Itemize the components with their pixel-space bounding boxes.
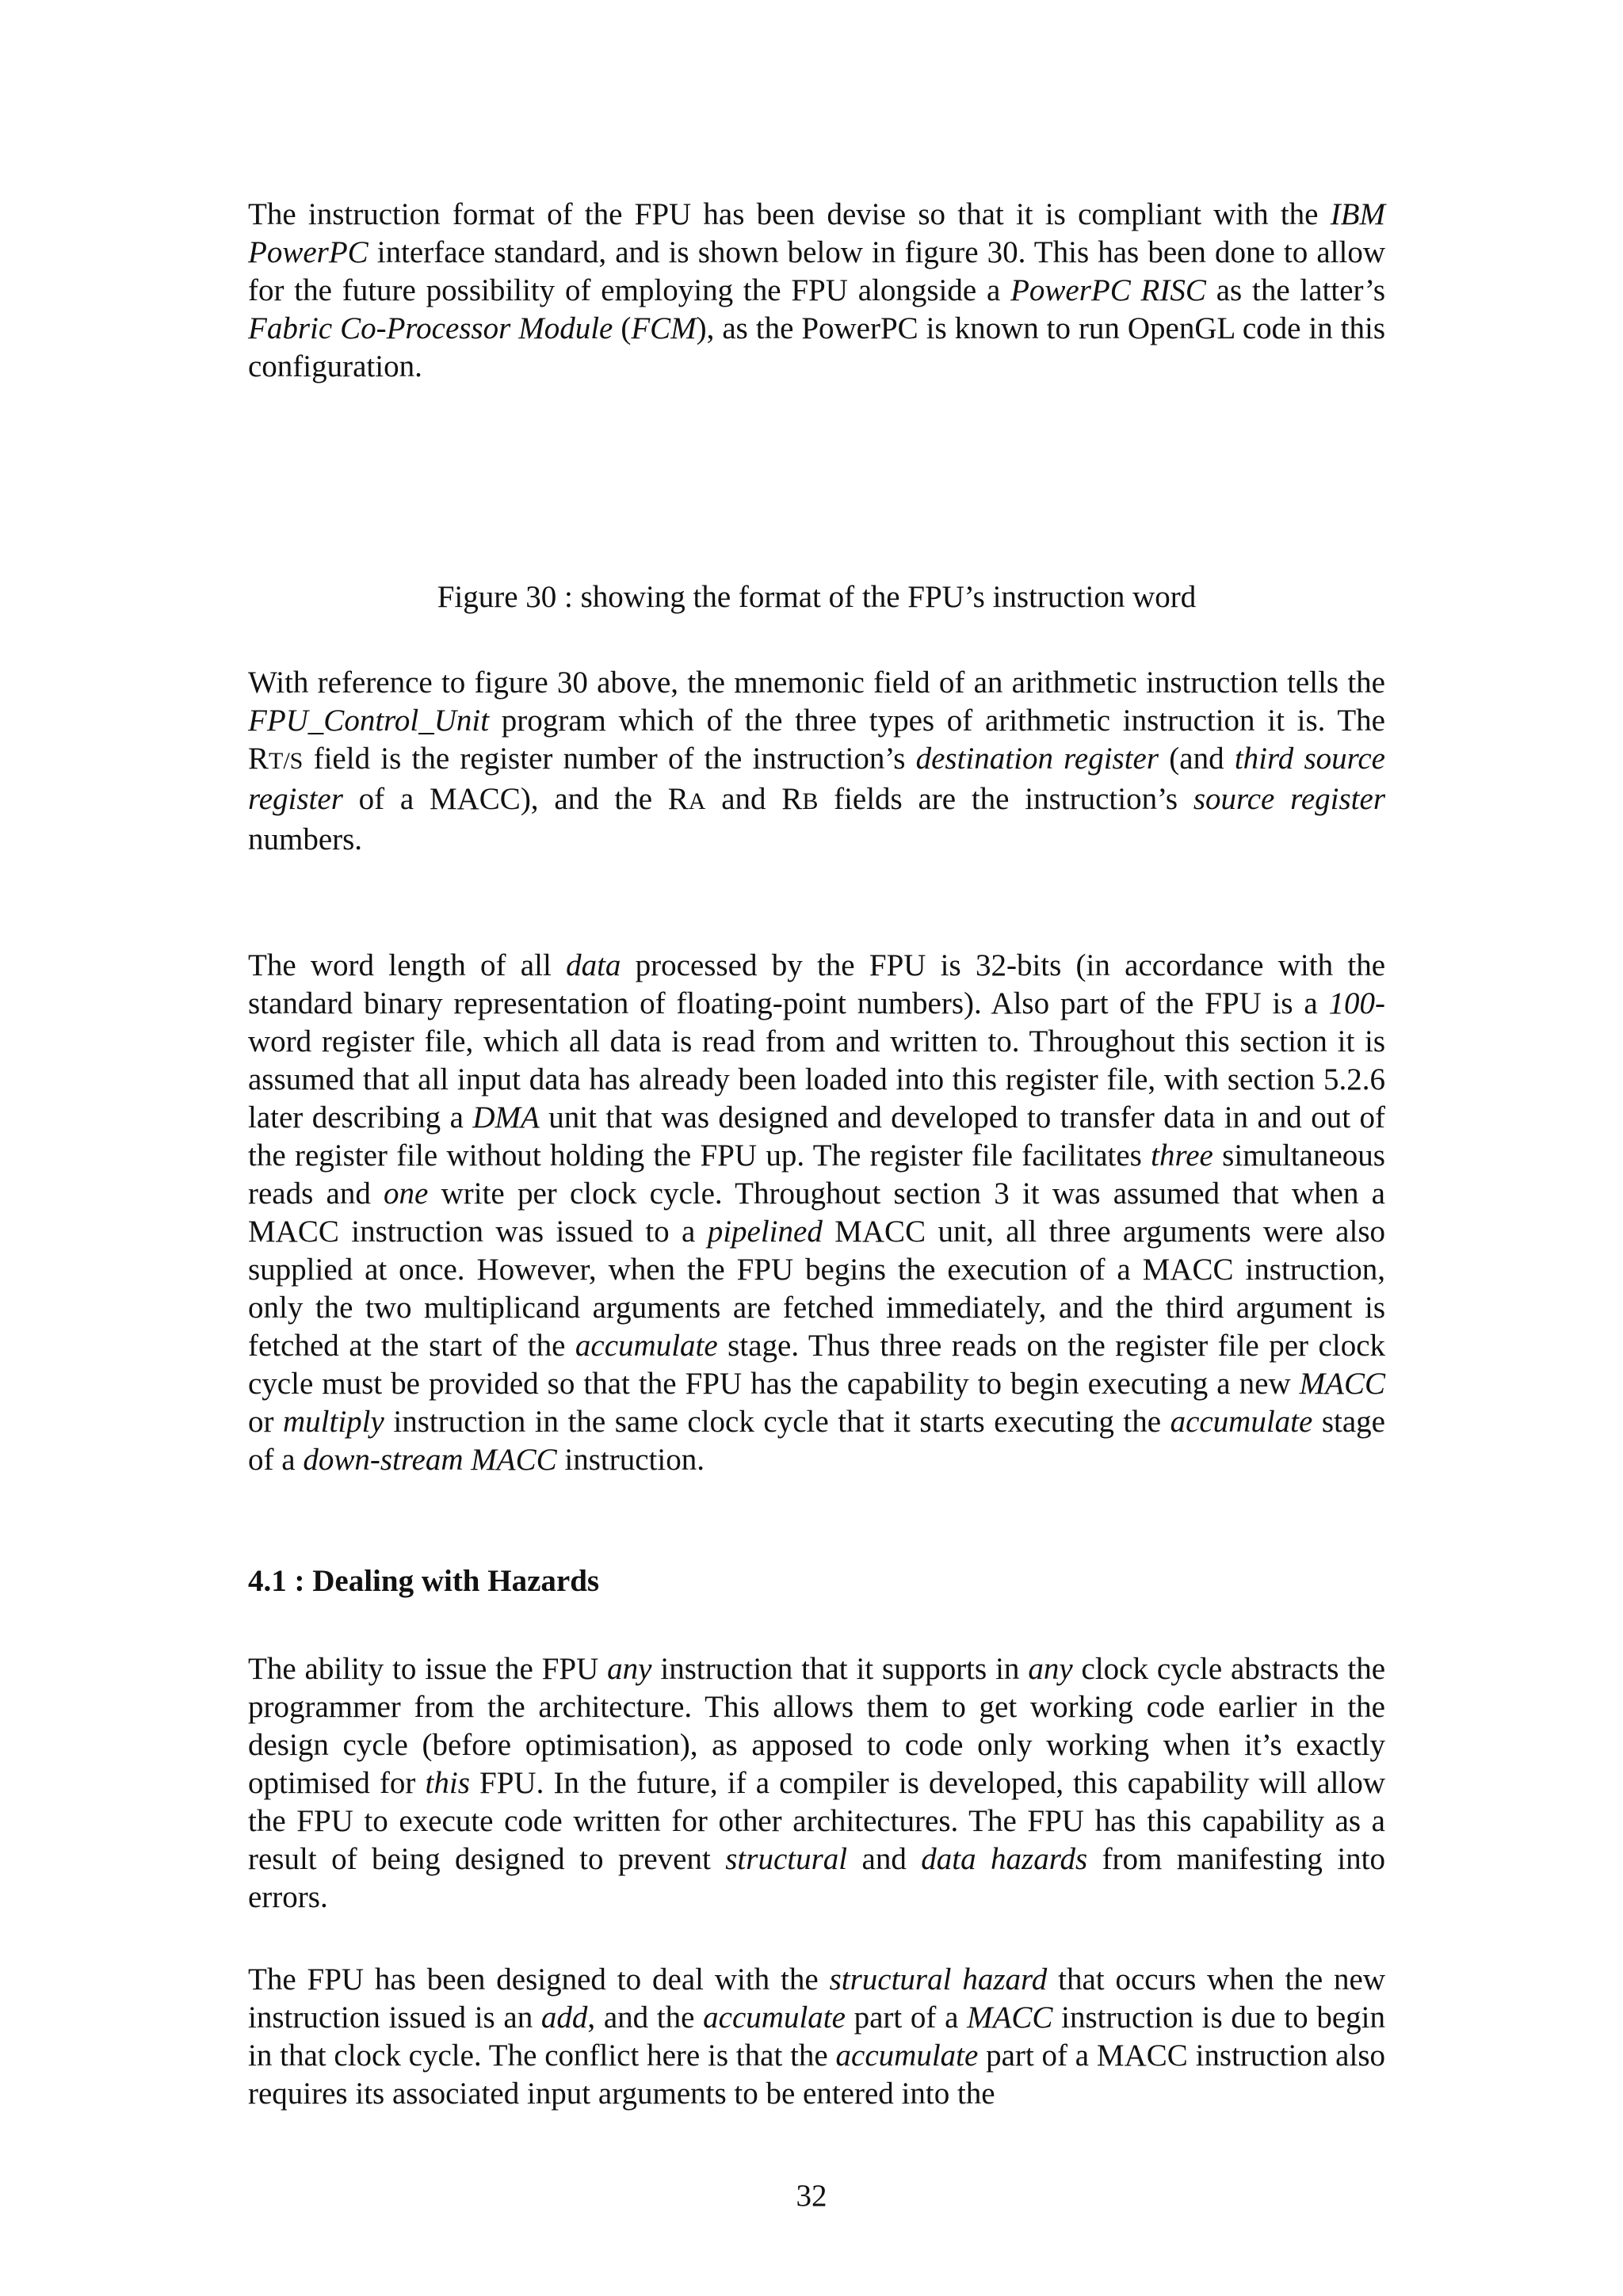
mnemonic-paragraph-block bbox=[248, 664, 1385, 859]
word-length-paragraph-block bbox=[248, 947, 1385, 1479]
word-length-paragraph: The word length of all data processed by the FPU is 32-bits (in accordance with the standard binary representation of floating-point numbers). Also part of the FPU is a 100-word register file, which all data is read from and written to. Throughout this section it is assumed that all input data has already been loaded into this register file, with section 5.2.6 later describing a DMA unit that was designed and developed to transfer data in and out of the register file without holding the FPU up. The register file facilitates three simultaneous reads and one write per clock cycle. Throughout section 3 it was assumed that when a MACC instruction was issued to a pipelined MACC unit, all three arguments were also supplied at once. However, when the FPU begins the execution of a MACC instruction, only the two multiplicand arguments are fetched immediately, and the third argument is fetched at the start of the accumulate stage. Thus three reads on the register file per clock cycle must be provided so that the FPU has the capability to begin executing a new MACC or multiply instruction in the same clock cycle that it starts executing the accumulate stage of a down-stream MACC instruction. bbox=[248, 948, 1386, 1477]
hazards-paragraph-block bbox=[248, 1650, 1385, 1917]
mnemonic-paragraph: With reference to figure 30 above, the mnemonic field of an arithmetic instruction tells the FPU_Control_Unit program which of the three types of arithmetic instruction it is. The RT/S field is the register number of the instruction’s destination register (and third source register of a MACC), and the RA and RB fields are the instruction’s source register numbers. bbox=[248, 666, 1386, 856]
structural-hazard-paragraph-block bbox=[248, 1961, 1385, 2113]
section-heading: 4.1 : Dealing with Hazards bbox=[248, 1564, 600, 1598]
structural-hazard-paragraph: The FPU has been designed to deal with the structural hazard that occurs when the new instruction issued is an add, and the accumulate part of a MACC instruction is due to begin in that clock cycle. The conflict here is that the accumulate part of a MACC instruction also requires its associated input arguments to be entered into the bbox=[248, 1962, 1386, 2111]
intro-paragraph-block bbox=[248, 196, 1385, 386]
intro-paragraph: The instruction format of the FPU has been devise so that it is compliant with the IBM PowerPC interface standard, and is shown below in figure 30. This has been done to allow for the future possibility of employing the FPU alongside a PowerPC RISC as the latter’s Fabric Co-Processor Module (FCM), as the PowerPC is known to run OpenGL code in this configuration. bbox=[248, 197, 1386, 383]
page-number: 32 bbox=[796, 2179, 827, 2213]
hazards-paragraph: The ability to issue the FPU any instruction that it supports in any clock cycle abstracts the programmer from the architecture. This allows them to get working code earlier in the design cycle (before optimisation), as apposed to code only working when it’s exactly optimised for this FPU. In the future, if a compiler is developed, this capability will allow the FPU to execute code written for other architectures. The FPU has this capability as a result of being designed to prevent structural and data hazards from manifesting into errors. bbox=[248, 1652, 1386, 1914]
figure-30-area bbox=[248, 396, 1385, 555]
figure-caption: Figure 30 : showing the format of the FPU’s instruction word bbox=[437, 580, 1197, 614]
